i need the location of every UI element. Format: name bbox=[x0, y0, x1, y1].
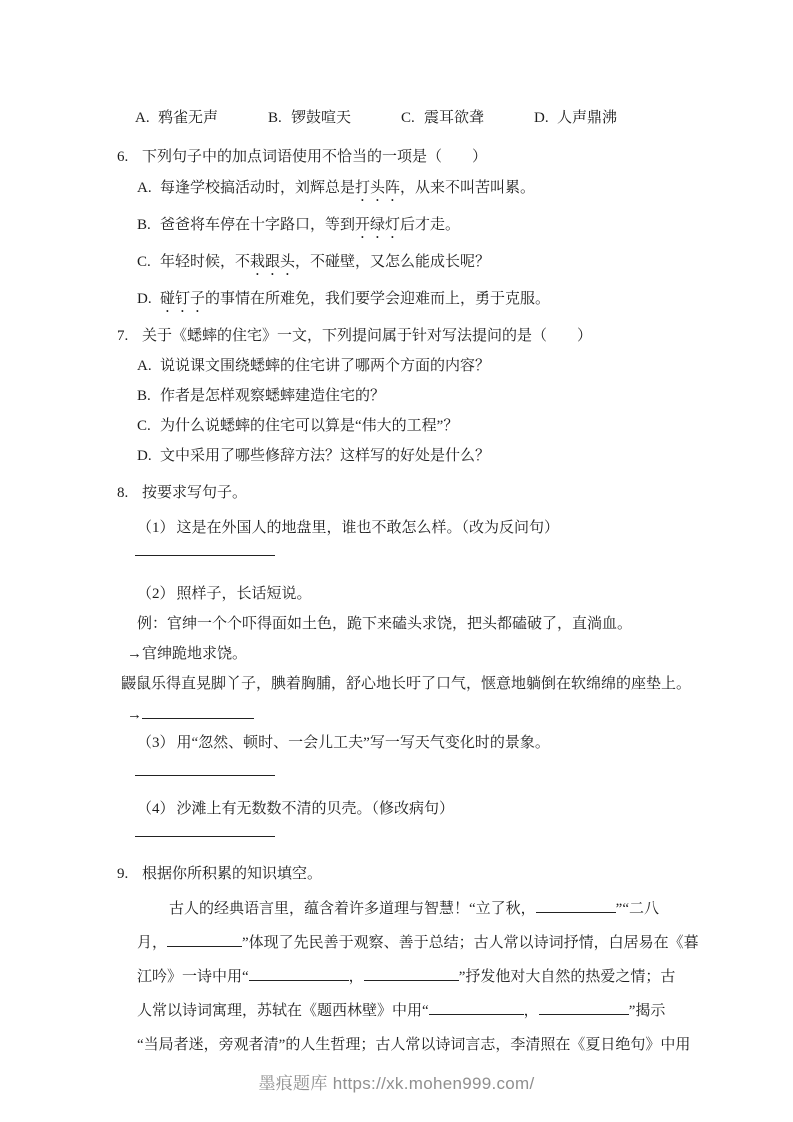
question-7-number: 7. bbox=[117, 328, 129, 344]
exam-content bbox=[117, 0, 699, 1062]
subitem-label: （2） bbox=[137, 586, 175, 602]
question-6-option-c bbox=[117, 252, 683, 279]
option-text: 说说课文围绕蟋蟀的住宅讲了哪两个方面的内容？ bbox=[160, 358, 491, 374]
option-text: 的事情在所难免，我们要学会迎难而上，勇于克服。 bbox=[205, 291, 551, 307]
question-7-option-a bbox=[117, 356, 683, 376]
option-b-label: B. bbox=[268, 110, 282, 126]
question-8-stem bbox=[117, 483, 683, 503]
footer-site-name: 墨痕题库 bbox=[258, 1074, 328, 1093]
question-7-option-c bbox=[117, 416, 683, 436]
option-text: 每逢学校搞活动时，刘辉总是 bbox=[160, 180, 356, 196]
option-label: A. bbox=[137, 180, 152, 196]
option-a bbox=[135, 108, 218, 128]
option-a-label: A. bbox=[135, 110, 150, 126]
question-8-item-4 bbox=[117, 799, 683, 819]
arrow-icon: → bbox=[127, 707, 142, 723]
option-text: 作者是怎样观察蟋蟀建造住宅的？ bbox=[160, 388, 386, 404]
option-label: A. bbox=[137, 358, 152, 374]
option-b bbox=[268, 108, 351, 128]
question-8-text: 按要求写句子。 bbox=[142, 485, 248, 501]
fill-blank bbox=[249, 966, 349, 981]
example-text: 例：官绅一个个吓得面如土色，跪下来磕头求饶，把头都磕破了，直淌血。 bbox=[137, 616, 633, 632]
question-7-option-d bbox=[117, 446, 683, 466]
question-8-example-answer bbox=[127, 644, 683, 664]
option-text: 年轻时候，不 bbox=[160, 254, 251, 270]
subitem-label: （3） bbox=[137, 735, 175, 751]
subitem-label: （4） bbox=[137, 801, 175, 817]
option-text: 为什么说蟋蟀的住宅可以算是“伟大的工程”？ bbox=[160, 418, 459, 434]
paragraph-text: 江吟》一诗中用“ bbox=[137, 969, 249, 985]
subitem-label: （1） bbox=[137, 520, 175, 536]
option-label: D. bbox=[137, 291, 152, 307]
fill-blank bbox=[539, 1000, 629, 1015]
question-6-number: 6. bbox=[117, 149, 129, 165]
option-label: C. bbox=[137, 254, 151, 270]
option-d-text: 人声鼎沸 bbox=[557, 110, 618, 126]
option-c-label: C. bbox=[401, 110, 415, 126]
arrow-icon: → bbox=[127, 646, 142, 662]
option-a-text: 鸦雀无声 bbox=[158, 110, 219, 126]
fill-blank bbox=[364, 966, 459, 981]
option-text: ，从来不叫苦叫累。 bbox=[400, 180, 536, 196]
question-9-paragraph-line-5 bbox=[137, 1028, 691, 1062]
question-7-stem bbox=[117, 326, 683, 346]
answer-blank-inline bbox=[142, 704, 254, 719]
option-label: B. bbox=[137, 388, 151, 404]
paragraph-text: ， bbox=[523, 1003, 539, 1019]
question-6-option-d bbox=[117, 289, 683, 316]
question-7-text: 关于《蟋蟀的住宅》一文，下列提问属于针对写法提问的是（ ） bbox=[142, 328, 593, 344]
paragraph-text: 古人的经典语言里，蕴含着许多道理与智慧！“立了秋， bbox=[169, 901, 536, 917]
option-label: D. bbox=[137, 448, 152, 464]
subitem-text: 用“忽然、顿时、一会儿工夫”写一写天气变化时的景象。 bbox=[176, 735, 550, 751]
question-7-option-b bbox=[117, 386, 683, 406]
emphasized-word: 碰钉子 bbox=[160, 291, 206, 307]
question-6-stem bbox=[117, 147, 683, 167]
question-9-paragraph-line-4 bbox=[137, 994, 683, 1028]
option-label: C. bbox=[137, 418, 151, 434]
question-8-item-3 bbox=[117, 733, 683, 753]
emphasized-word: 开绿灯 bbox=[355, 217, 401, 233]
question-9-text: 根据你所积累的知识填空。 bbox=[142, 866, 323, 882]
paragraph-text: ， bbox=[348, 969, 364, 985]
option-text: ，不碰壁，又怎么能成长呢？ bbox=[295, 254, 491, 270]
question-8-item-1 bbox=[117, 518, 683, 538]
subitem-text: 这是在外国人的地盘里，谁也不敢怎么样。（改为反问句） bbox=[176, 520, 560, 536]
option-c bbox=[401, 108, 484, 128]
subitem-text: 照样子，长话短说。 bbox=[176, 586, 312, 602]
question-9-paragraph-line-3 bbox=[137, 960, 683, 994]
fill-blank bbox=[536, 898, 616, 913]
question-8-number: 8. bbox=[117, 485, 129, 501]
question-8-item-2 bbox=[117, 584, 683, 604]
question-6-option-b bbox=[117, 215, 683, 242]
paragraph-text: “当局者迷，旁观者清”的人生哲理；古人常以诗词言志，李清照在《夏日绝句》中用 bbox=[137, 1037, 691, 1053]
option-text: 爸爸将车停在十字路口，等到 bbox=[160, 217, 356, 233]
question-9-number: 9. bbox=[117, 866, 129, 882]
sentence-text: 鼹鼠乐得直晃脚丫子，腆着胸脯，舒心地长吁了口气，惬意地躺倒在软绵绵的座垫上。 bbox=[121, 676, 692, 692]
option-b-text: 锣鼓喧天 bbox=[291, 110, 352, 126]
footer-url-link[interactable]: https://xk.mohen999.com/ bbox=[332, 1074, 535, 1093]
question-6-text: 下列句子中的加点词语使用不恰当的一项是（ ） bbox=[142, 149, 488, 165]
paragraph-text: ”抒发他对大自然的热爱之情；古 bbox=[458, 969, 676, 985]
question5-options-row bbox=[135, 108, 683, 128]
emphasized-word: 打头阵 bbox=[355, 180, 401, 196]
question-8-example bbox=[117, 614, 683, 634]
option-d bbox=[534, 108, 617, 128]
subitem-text: 沙滩上有无数数不清的贝壳。（修改病句） bbox=[176, 801, 455, 817]
paragraph-text: 人常以诗词寓理，苏轼在《题西林壁》中用“ bbox=[137, 1003, 429, 1019]
option-label: B. bbox=[137, 217, 151, 233]
answer-blank-line bbox=[135, 761, 275, 776]
emphasized-word: 栽跟头 bbox=[250, 254, 296, 270]
question-9-stem bbox=[117, 864, 683, 884]
fill-blank bbox=[429, 1000, 524, 1015]
option-text: 后才走。 bbox=[400, 217, 461, 233]
option-d-label: D. bbox=[534, 110, 549, 126]
option-text: 文中采用了哪些修辞方法？这样写的好处是什么？ bbox=[160, 448, 491, 464]
footer bbox=[0, 1069, 793, 1094]
paragraph-text: ”体现了先民善于观察、善于总结；古人常以诗词抒情，白居易在《暮 bbox=[242, 935, 699, 951]
paragraph-text: 月， bbox=[137, 935, 168, 951]
question-8-sentence-2 bbox=[121, 674, 692, 694]
question-8-answer-arrow bbox=[127, 704, 683, 725]
option-c-text: 震耳欲聋 bbox=[424, 110, 485, 126]
paragraph-text: ”“二八 bbox=[615, 901, 659, 917]
answer-blank-line bbox=[135, 541, 275, 556]
question-9-paragraph-line-2 bbox=[137, 926, 699, 960]
paragraph-text: ”揭示 bbox=[628, 1003, 666, 1019]
answer-blank-line bbox=[135, 822, 275, 837]
question-9-paragraph-line-1 bbox=[137, 892, 683, 926]
example-answer-text: 官绅跪地求饶。 bbox=[142, 646, 248, 662]
fill-blank bbox=[167, 932, 242, 947]
question-6-option-a bbox=[117, 178, 683, 205]
